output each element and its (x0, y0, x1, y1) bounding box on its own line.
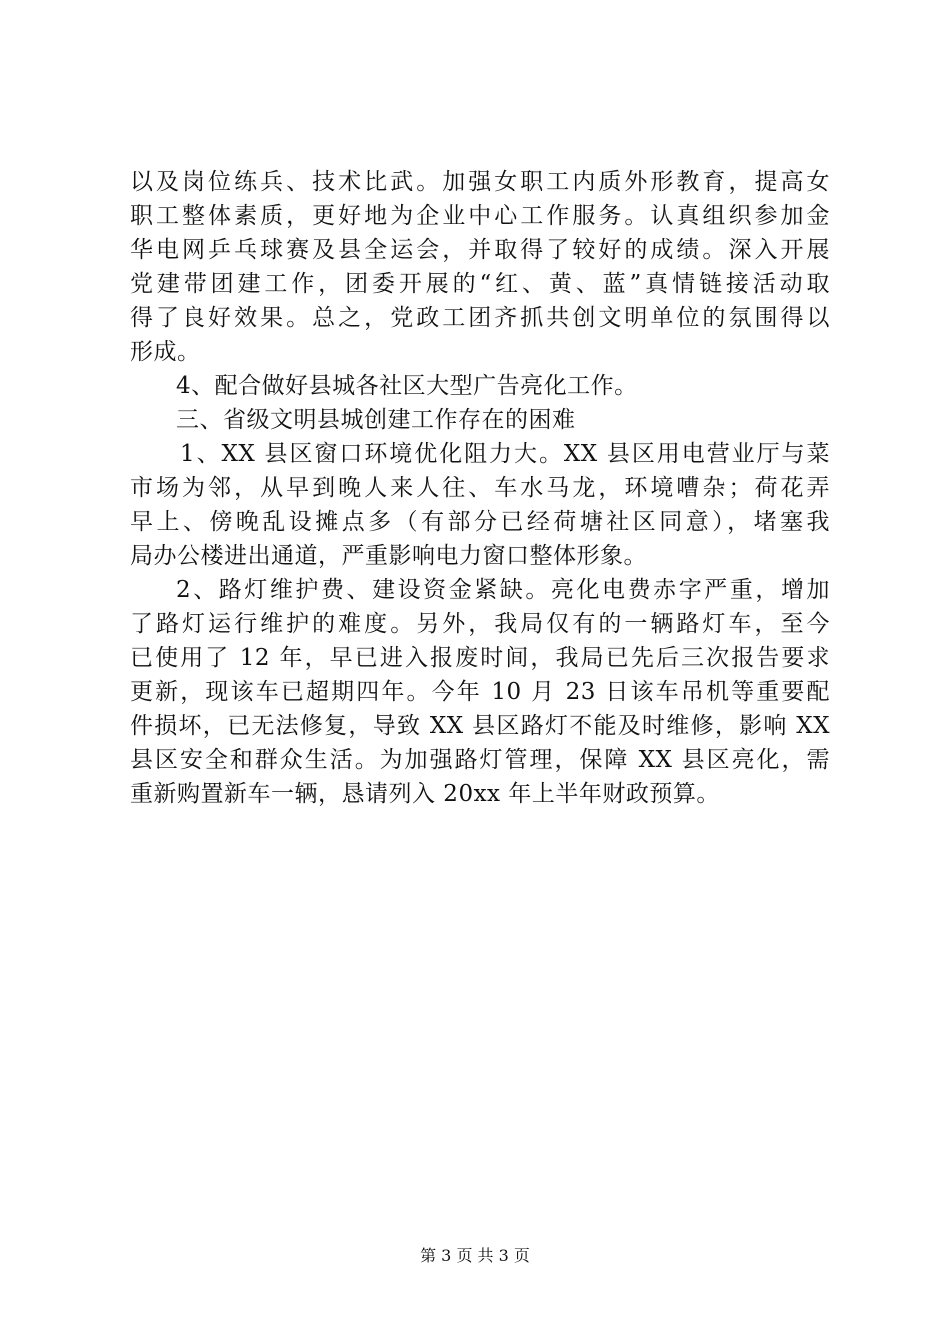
text-line: 党建带团建工作，团委开展的“红、黄、蓝”真情链接活动取 (130, 271, 830, 297)
text-line: 形成。 (130, 339, 201, 365)
text-line: 华电网乒乓球赛及县全运会，并取得了较好的成绩。深入开展 (130, 237, 830, 263)
text-line: 重新购置新车一辆，恳请列入 20xx 年上半年财政预算。 (130, 781, 720, 807)
text-line: 县区安全和群众生活。为加强路灯管理，保障 XX 县区亮化，需 (130, 747, 830, 773)
text-line: 以及岗位练兵、技术比武。加强女职工内质外形教育，提高女 (130, 169, 830, 195)
text-line: 更新，现该车已超期四年。今年 10 月 23 日该车吊机等重要配 (130, 679, 830, 705)
text-line: 4、配合做好县城各社区大型广告亮化工作。 (176, 373, 638, 399)
text-line: 市场为邻，从早到晚人来人往、车水马龙，环境嘈杂；荷花弄 (130, 475, 830, 501)
document-body (130, 165, 830, 811)
text-line: 局办公楼进出通道，严重影响电力窗口整体形象。 (130, 543, 647, 569)
text-line: 2、路灯维护费、建设资金紧缺。亮化电费赤字严重，增加 (176, 577, 830, 603)
section-heading: 三、省级文明县城创建工作存在的困难 (176, 407, 576, 433)
text-line: 职工整体素质，更好地为企业中心工作服务。认真组织参加金 (130, 203, 830, 229)
text-line: 早上、傍晚乱设摊点多（有部分已经荷塘社区同意），堵塞我 (130, 509, 830, 535)
text-line: 得了良好效果。总之，党政工团齐抓共创文明单位的氛围得以 (130, 305, 830, 331)
page-number-footer: 第 3 页 共 3 页 (420, 1246, 530, 1265)
text-line: 了路灯运行维护的难度。另外，我局仅有的一辆路灯车，至今 (130, 611, 830, 637)
text-line: 1、XX 县区窗口环境优化阻力大。XX 县区用电营业厅与菜 (180, 441, 830, 467)
text-line: 件损坏，已无法修复，导致 XX 县区路灯不能及时维修，影响 XX (130, 713, 830, 739)
text-line: 已使用了 12 年，早已进入报废时间，我局已先后三次报告要求 (130, 645, 830, 671)
